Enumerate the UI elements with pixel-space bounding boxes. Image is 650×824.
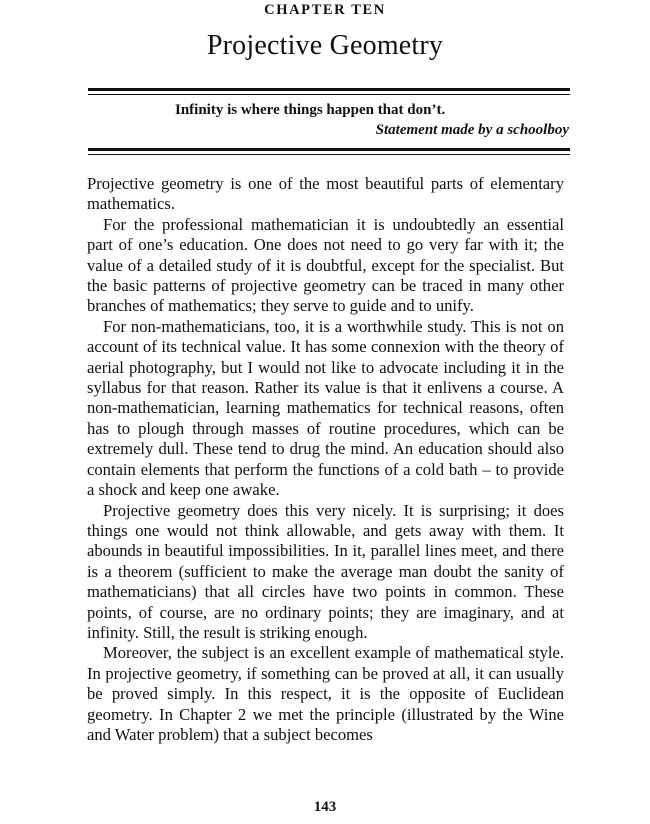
page-number: 143 xyxy=(313,799,337,815)
chapter-label: CHAPTER TEN xyxy=(264,2,386,18)
chapter-title: Projective Geometry xyxy=(206,30,444,61)
paragraph: Moreover, the subject is an excellent example of mathematical style. In projective geometry, if something can be proved at all, it can usually be proved simply. In this respect, it is the opposite of Euclidean geometry. In Chapter 2 we met the principle (illustrated by the Wine and Water problem) that a subject becomes xyxy=(87,643,564,744)
paragraph: For the professional mathematician it is undoubtedly an essential part of one’s education. One does not need to go very far with it; the value of a detailed study of it is doubtful, except for the specialist. But the basic patterns of projective geometry can be traced in many other branches of mathematics; they serve to guide and to unify. xyxy=(87,214,564,316)
epigraph-attribution: Statement made by a schoolboy xyxy=(375,122,569,138)
paragraph: Projective geometry is one of the most beautiful parts of elementary mathematics. xyxy=(87,174,564,214)
epigraph-quote: Infinity is where things happen that don’t. xyxy=(175,102,446,118)
epigraph-bottom-rule xyxy=(88,148,570,155)
epigraph-top-rule xyxy=(88,88,570,95)
paragraph: Projective geometry does this very nicely. It is surprising; it does things one would not think allowable, and gets away with them. It abounds in beautiful impossibilities. In it, parallel lines meet, and there is a theorem (sufficient to make the average man doubt the sanity of mathematicians) that all circles have two points in common. These points, of course, are no ordinary points; they are imaginary, and at infinity. Still, the result is striking enough. xyxy=(87,500,564,642)
body-text xyxy=(87,174,564,745)
epigraph xyxy=(175,100,575,140)
paragraph: For non-mathematicians, too, it is a worthwhile study. This is not on account of its technical value. It has some connexion with the theory of aerial photography, but I would not like to advocate including it in the syllabus for that reason. Rather its value is that it enlivens a course. A non-mathematician, learning mathematics for technical reasons, often has to plough through masses of routine procedures, which can be extremely dull. These tend to drug the mind. An education should also contain elements that perform the functions of a cold bath – to provide a shock and keep one awake. xyxy=(87,316,564,500)
